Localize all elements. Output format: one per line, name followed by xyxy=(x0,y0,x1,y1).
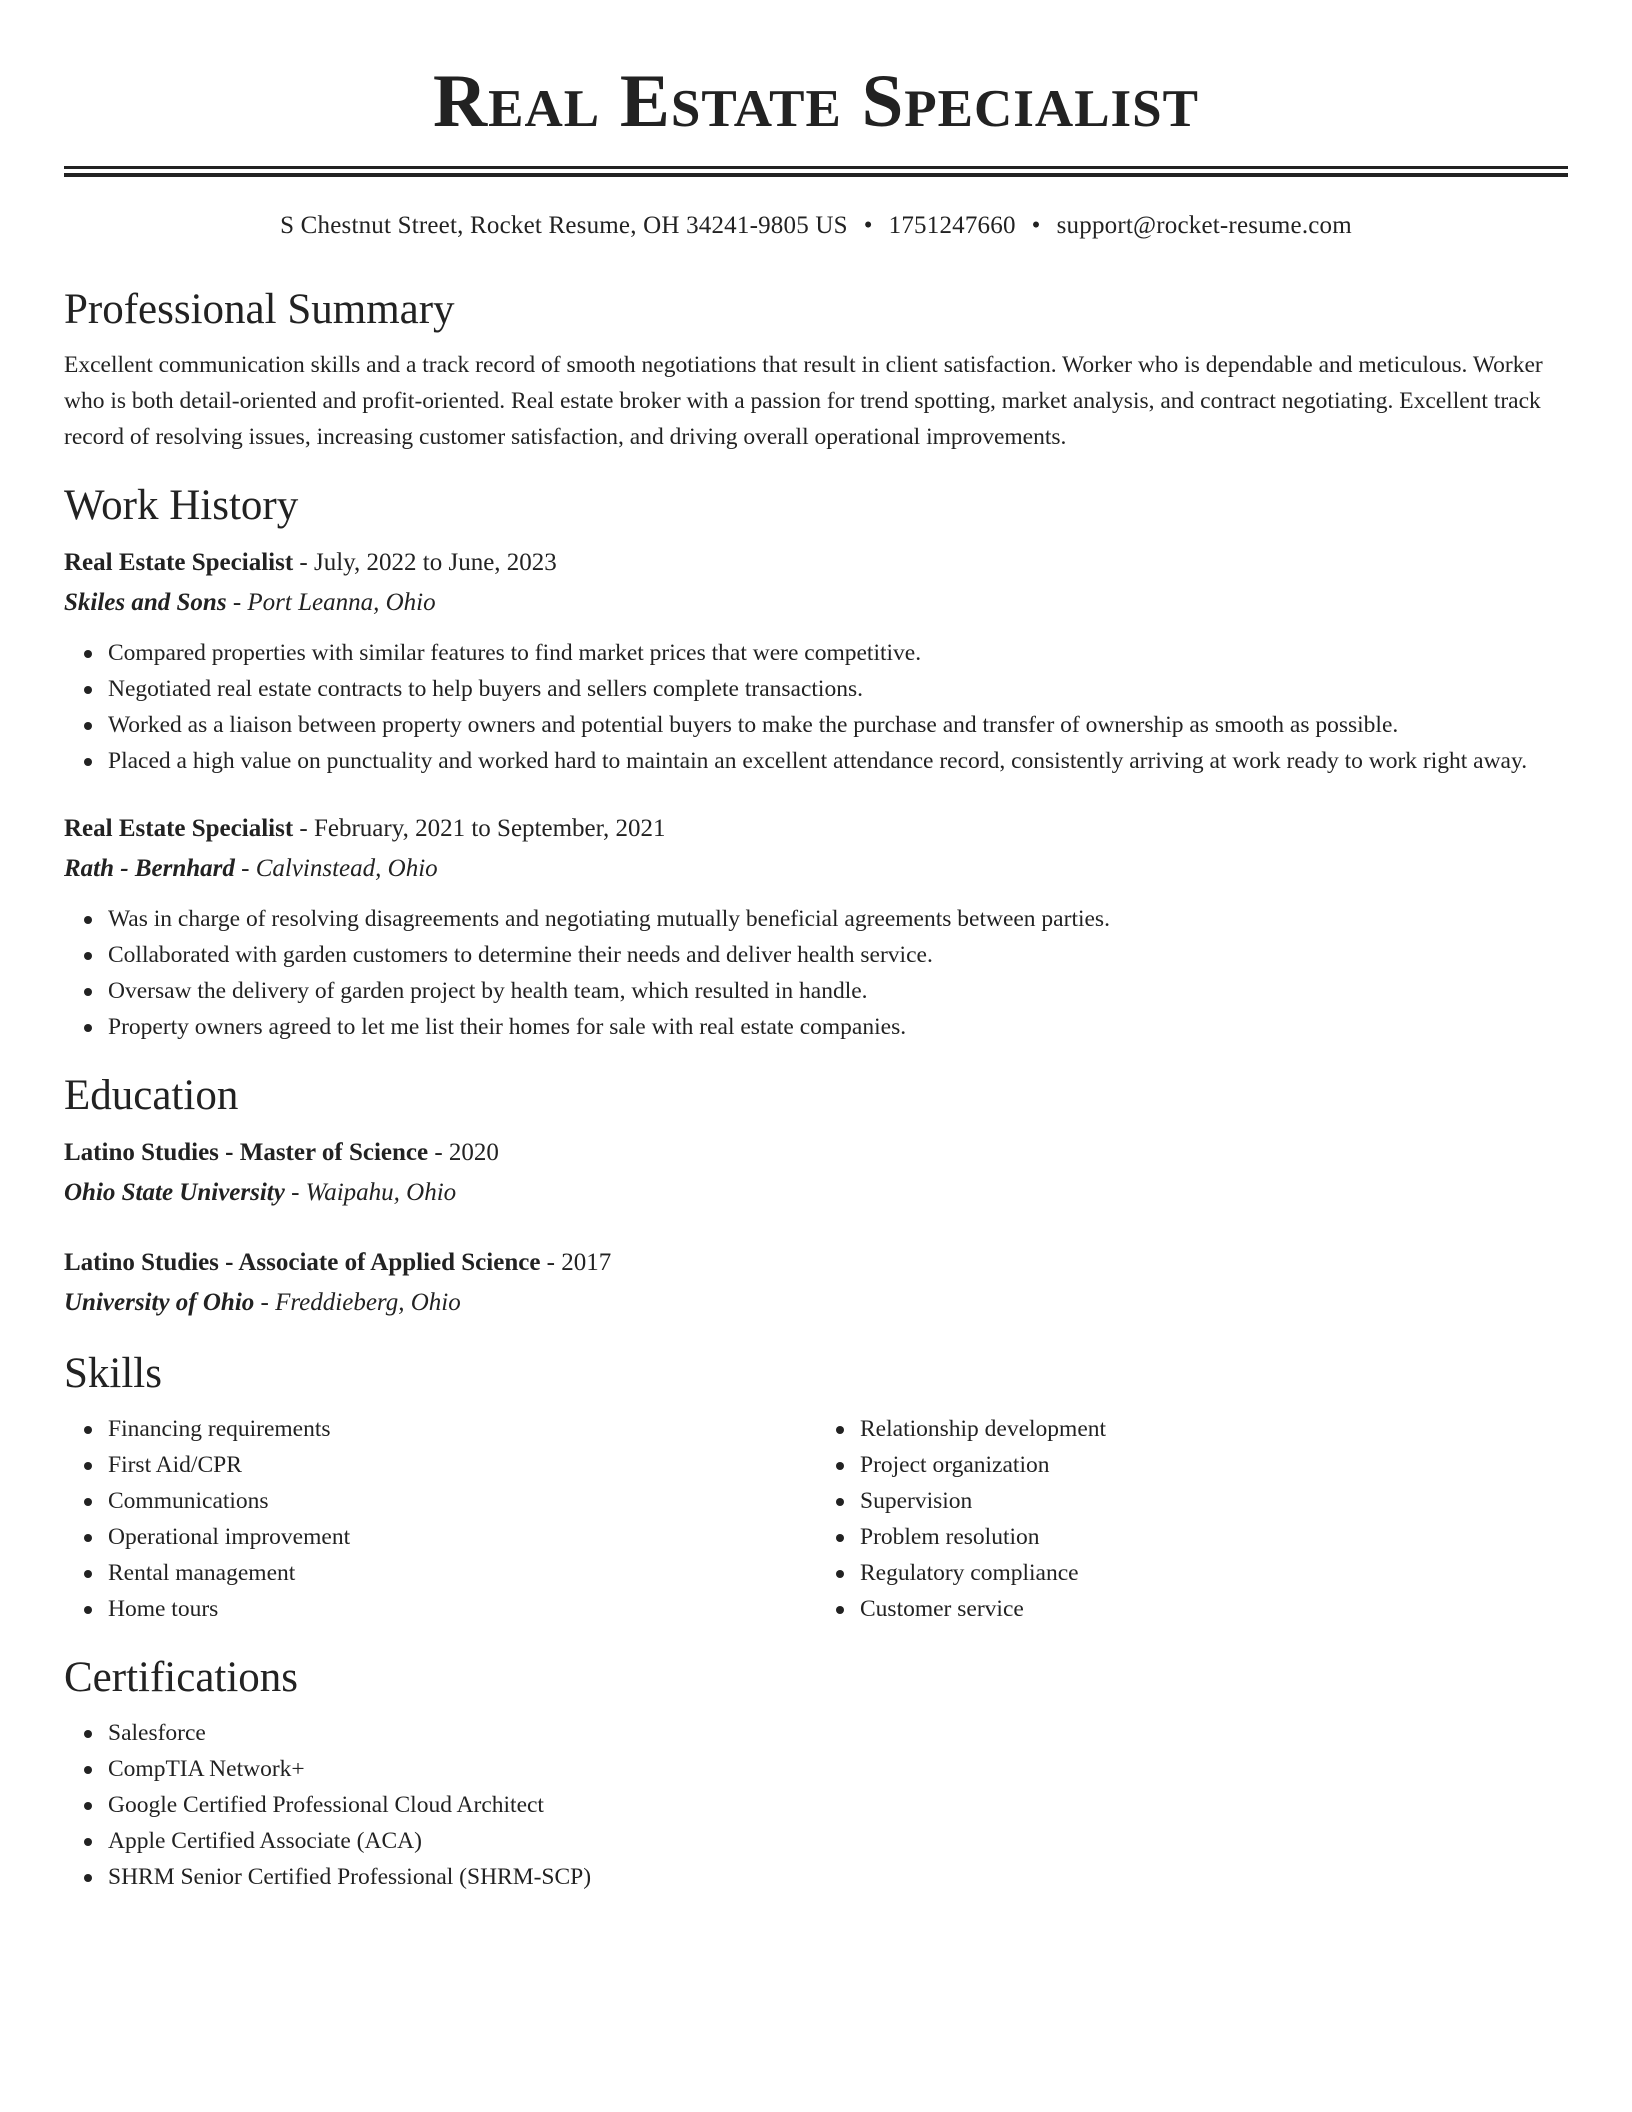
list-item: Property owners agreed to let me list their homes for sale with real estate companies. xyxy=(108,1009,1568,1045)
header-double-rule xyxy=(64,166,1568,177)
skill-item: Financing requirements xyxy=(108,1411,816,1447)
job-company: Rath - Bernhard xyxy=(64,855,235,882)
job-location: - Calvinstead, Ohio xyxy=(234,855,438,882)
job-title-line xyxy=(64,809,1568,849)
skill-item: Operational improvement xyxy=(108,1519,816,1555)
certification-item: Apple Certified Associate (ACA) xyxy=(108,1823,1568,1859)
school: University of Ohio xyxy=(64,1289,255,1316)
contact-address: S Chestnut Street, Rocket Resume, OH 34241-9805 US xyxy=(280,212,848,239)
job-entry xyxy=(64,809,1568,1045)
list-item: Collaborated with garden customers to determine their needs and deliver health service. xyxy=(108,937,1568,973)
skill-item: Communications xyxy=(108,1483,816,1519)
job-entry xyxy=(64,543,1568,779)
job-company-line xyxy=(64,849,1568,889)
skills-list-left xyxy=(64,1411,816,1627)
job-company-line xyxy=(64,583,1568,623)
skill-item: Rental management xyxy=(108,1555,816,1591)
section-heading-skills: Skills xyxy=(64,1350,162,1397)
job-location: - Port Leanna, Ohio xyxy=(226,589,436,616)
job-bullets xyxy=(64,901,1568,1045)
graduation-year: - 2017 xyxy=(540,1249,612,1276)
contact-line xyxy=(64,211,1568,241)
summary-text: Excellent communication skills and a track record of smooth negotiations that result in client satisfaction. Worker who is dependable and meticulous. Worker who is both detail-oriented and profit-oriented. Real estate broker with a passion for trend spotting, market analysis, and contract negotiating. Excellent track record of resolving issues, increasing customer satisfaction, and driving overall operational improvements. xyxy=(64,352,1543,450)
list-item: Worked as a liaison between property owners and potential buyers to make the purchase and transfer of ownership as smooth as possible. xyxy=(108,707,1568,743)
school-line xyxy=(64,1173,1568,1213)
list-item: Oversaw the delivery of garden project by health team, which resulted in handle. xyxy=(108,973,1568,1009)
section-heading-certifications: Certifications xyxy=(64,1654,299,1701)
certifications-list xyxy=(64,1715,1568,1895)
contact-email: support@rocket-resume.com xyxy=(1056,212,1352,239)
section-heading-summary: Professional Summary xyxy=(64,286,455,333)
skills-list-right xyxy=(816,1411,1568,1627)
skill-item: Supervision xyxy=(860,1483,1568,1519)
resume-name: Real Estate Specialist xyxy=(432,60,1199,143)
job-title: Real Estate Specialist xyxy=(64,815,294,842)
job-company: Skiles and Sons xyxy=(64,589,227,616)
skill-item: Relationship development xyxy=(860,1411,1568,1447)
skill-item: First Aid/CPR xyxy=(108,1447,816,1483)
degree-line xyxy=(64,1133,1568,1173)
education-entry xyxy=(64,1133,1568,1213)
certification-item: CompTIA Network+ xyxy=(108,1751,1568,1787)
job-dates: - July, 2022 to June, 2023 xyxy=(293,549,557,576)
skills-columns xyxy=(64,1411,1568,1627)
degree: Latino Studies - Associate of Applied Science xyxy=(64,1249,541,1276)
skill-item: Regulatory compliance xyxy=(860,1555,1568,1591)
contact-separator: • xyxy=(1031,212,1041,239)
job-title-line xyxy=(64,543,1568,583)
certification-item: SHRM Senior Certified Professional (SHRM-SCP) xyxy=(108,1859,1568,1895)
school-location: - Waipahu, Ohio xyxy=(284,1179,457,1206)
job-dates: - February, 2021 to September, 2021 xyxy=(293,815,666,842)
skill-item: Problem resolution xyxy=(860,1519,1568,1555)
list-item: Negotiated real estate contracts to help buyers and sellers complete transactions. xyxy=(108,671,1568,707)
education-entry xyxy=(64,1243,1568,1323)
skill-item: Project organization xyxy=(860,1447,1568,1483)
job-title: Real Estate Specialist xyxy=(64,549,294,576)
certification-item: Google Certified Professional Cloud Architect xyxy=(108,1787,1568,1823)
section-heading-work-history: Work History xyxy=(64,482,299,529)
resume-page xyxy=(64,0,1568,1895)
section-heading-education: Education xyxy=(64,1072,239,1119)
contact-separator: • xyxy=(863,212,873,239)
school-line xyxy=(64,1283,1568,1323)
contact-phone: 1751247660 xyxy=(888,212,1016,239)
certification-item: Salesforce xyxy=(108,1715,1568,1751)
graduation-year: - 2020 xyxy=(428,1139,499,1166)
school: Ohio State University xyxy=(64,1179,285,1206)
degree: Latino Studies - Master of Science xyxy=(64,1139,429,1166)
skill-item: Home tours xyxy=(108,1591,816,1627)
skill-item: Customer service xyxy=(860,1591,1568,1627)
list-item: Compared properties with similar features to find market prices that were competitive. xyxy=(108,635,1568,671)
job-bullets xyxy=(64,635,1568,779)
school-location: - Freddieberg, Ohio xyxy=(254,1289,461,1316)
degree-line xyxy=(64,1243,1568,1283)
list-item: Placed a high value on punctuality and worked hard to maintain an excellent attendance record, consistently arriving at work ready to work right away. xyxy=(108,743,1568,779)
list-item: Was in charge of resolving disagreements and negotiating mutually beneficial agreements between parties. xyxy=(108,901,1568,937)
